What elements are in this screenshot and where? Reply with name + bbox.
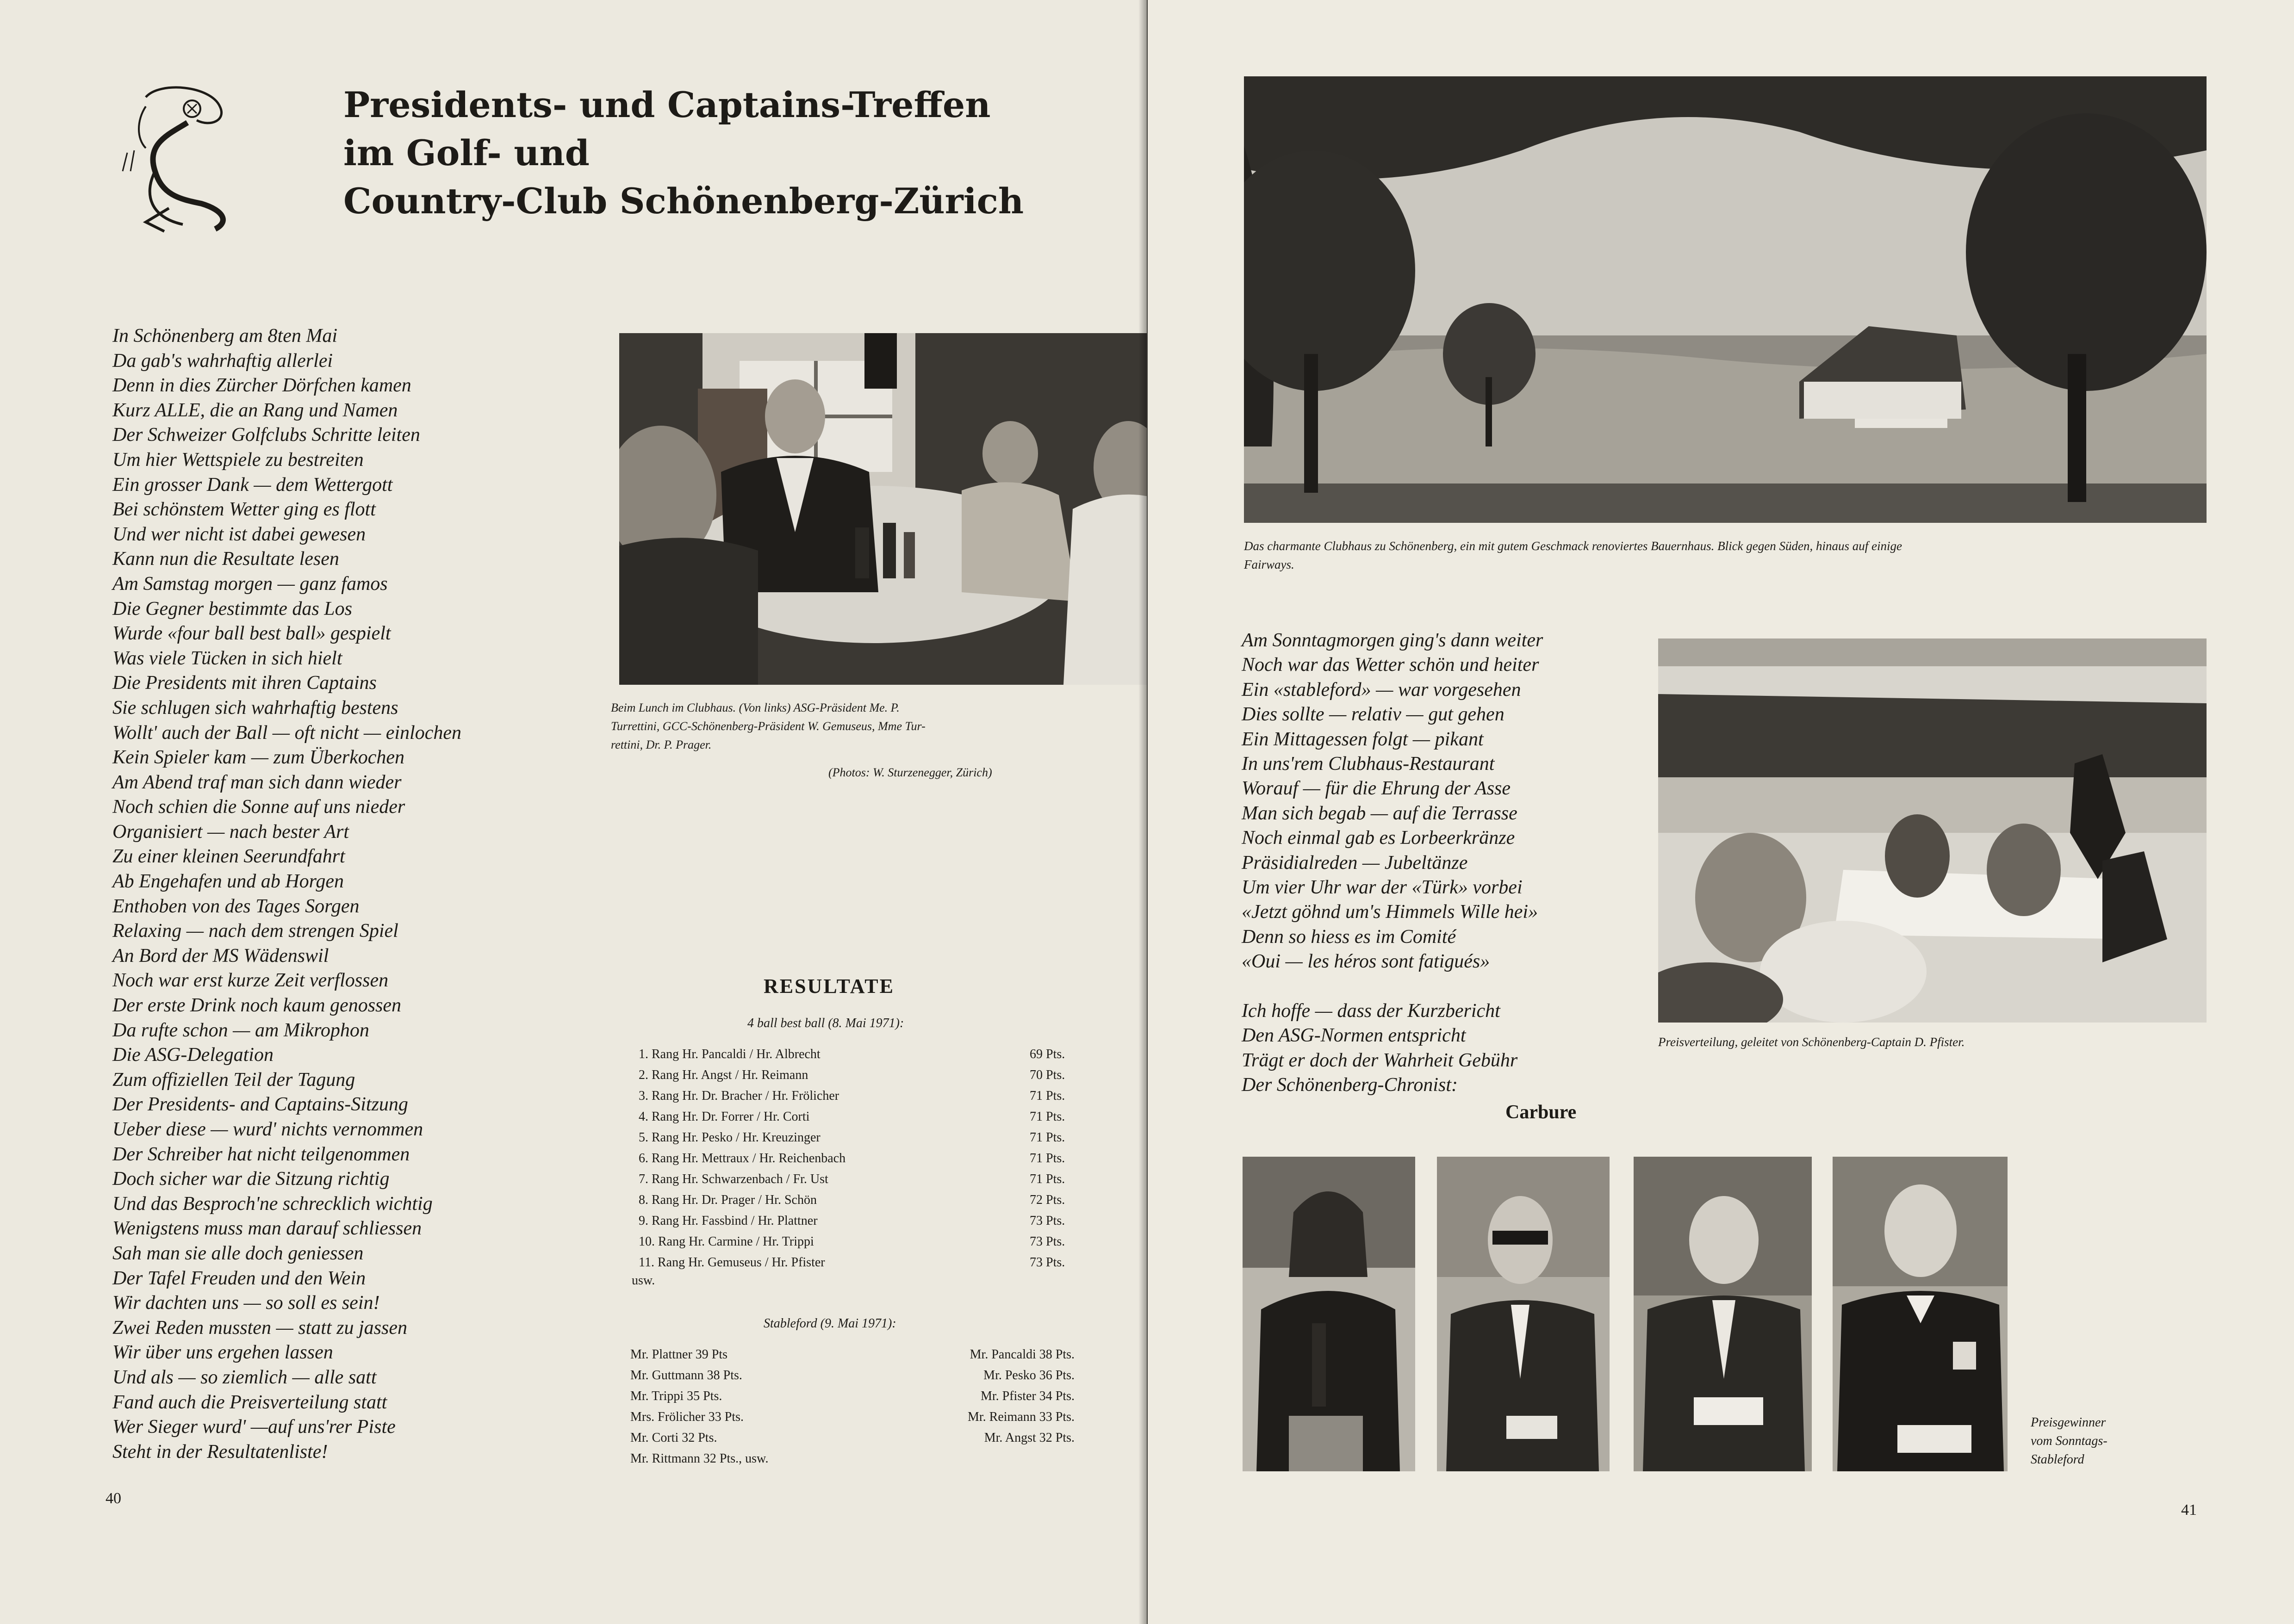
stableford-entry: Mrs. Frölicher 33 Pts. xyxy=(630,1410,744,1424)
stableford-entry: Mr. Angst 32 Pts. xyxy=(984,1431,1075,1445)
poem-line: Kann nun die Resultate lesen xyxy=(112,548,339,570)
winners-caption xyxy=(2031,1413,2107,1469)
winner-photo-elderly-man xyxy=(1634,1157,1812,1471)
stableford-subtitle: Stableford (9. Mai 1971): xyxy=(764,1316,896,1331)
poem-line: Und das Besproch'ne schrecklich wichtig xyxy=(112,1193,433,1215)
lunch-photo-caption xyxy=(611,699,1120,754)
poem-line: Die Presidents mit ihren Captains xyxy=(112,672,377,694)
poem-line: In uns'rem Clubhaus-Restaurant xyxy=(1242,753,1495,775)
title-line: Presidents- und Captains-Treffen xyxy=(343,84,991,125)
poem-line: Ein grosser Dank — dem Wettergott xyxy=(112,474,393,496)
poem-right xyxy=(1242,628,1658,1097)
article-title xyxy=(343,81,1038,225)
poem-line: Wir dachten uns — so soll es sein! xyxy=(112,1292,380,1314)
poem-line: Steht in der Resultatenliste! xyxy=(112,1441,328,1463)
stableford-entry: Mr. Guttmann 38 Pts. xyxy=(630,1368,742,1382)
page-number: 41 xyxy=(2181,1501,2197,1519)
page-number: 40 xyxy=(106,1490,121,1507)
poem-line: Noch war erst kurze Zeit verflossen xyxy=(112,970,389,992)
result-players: 11. Rang Hr. Gemuseus / Hr. Pfister xyxy=(639,1255,825,1270)
result-row xyxy=(639,1085,1078,1106)
poem-line: Dies sollte — relativ — gut gehen xyxy=(1242,704,1504,725)
winner-photo-man-sunglasses xyxy=(1437,1157,1610,1471)
result-row xyxy=(639,1127,1078,1148)
result-row xyxy=(639,1106,1078,1127)
stableford-entry: Mr. Pfister 34 Pts. xyxy=(980,1389,1075,1403)
poem-line: Zum offiziellen Teil der Tagung xyxy=(112,1069,355,1091)
poem-line: «Jetzt göhnd um's Himmels Wille hei» xyxy=(1242,901,1538,923)
poem-line: Wenigstens muss man darauf schliessen xyxy=(112,1218,422,1240)
poem-line: Kein Spieler kam — zum Überkochen xyxy=(112,747,405,769)
poem-line: Bei schönstem Wetter ging es flott xyxy=(112,499,376,521)
stableford-results-left xyxy=(630,1344,768,1469)
poem-line: Ein «stableford» — war vorgesehen xyxy=(1242,679,1521,700)
poem-line: Wir über uns ergehen lassen xyxy=(112,1342,333,1364)
fourball-etc: usw. xyxy=(632,1273,655,1288)
result-players: 1. Rang Hr. Pancaldi / Hr. Albrecht xyxy=(639,1047,821,1061)
right-page xyxy=(1148,0,2294,1624)
poem-line: Noch schien die Sonne auf uns nieder xyxy=(112,796,405,818)
author-signature: Carbure xyxy=(1505,1102,1577,1123)
poem-line: Der Tafel Freuden und den Wein xyxy=(112,1267,366,1289)
caption-line: Fairways. xyxy=(1244,558,1294,571)
poem-line: Sie schlugen sich wahrhaftig bestens xyxy=(112,697,398,719)
result-row xyxy=(639,1148,1078,1169)
poem-line: Da rufte schon — am Mikrophon xyxy=(112,1019,369,1041)
poem-line: Organisiert — nach bester Art xyxy=(112,821,349,843)
result-points: 71 Pts. xyxy=(1030,1089,1065,1103)
poem-line: Der Schweizer Golfclubs Schritte leiten xyxy=(112,424,420,446)
result-players: 9. Rang Hr. Fassbind / Hr. Plattner xyxy=(639,1214,818,1228)
result-points: 71 Pts. xyxy=(1030,1151,1065,1165)
result-players: 4. Rang Hr. Dr. Forrer / Hr. Corti xyxy=(639,1110,810,1124)
clubhouse-landscape-photo xyxy=(1244,76,2207,523)
poem-line: Kurz ALLE, die an Rang und Namen xyxy=(112,399,398,421)
caption-line: Das charmante Clubhaus zu Schönenberg, ein mit gutem Geschmack renoviertes Bauernhaus. Blick gegen Süden, hinaus auf einige xyxy=(1244,539,1902,553)
poem-line: Die ASG-Delegation xyxy=(112,1044,274,1066)
winner-photo-woman xyxy=(1243,1157,1415,1471)
stableford-entry: Mr. Corti 32 Pts. xyxy=(630,1431,717,1445)
lunch-photo xyxy=(619,333,1147,685)
poem-line: Fand auch die Preisverteilung statt xyxy=(112,1391,387,1413)
poem-line: Die Gegner bestimmte das Los xyxy=(112,598,352,620)
clubhouse-caption xyxy=(1244,537,2207,574)
result-row xyxy=(639,1231,1078,1252)
fourball-subtitle: 4 ball best ball (8. Mai 1971): xyxy=(747,1016,904,1030)
poem-line: Zwei Reden mussten — statt zu jassen xyxy=(112,1317,407,1339)
result-players: 5. Rang Hr. Pesko / Hr. Kreuzinger xyxy=(639,1130,821,1145)
result-players: 3. Rang Hr. Dr. Bracher / Hr. Frölicher xyxy=(639,1089,839,1103)
poem-line xyxy=(1242,974,1658,998)
poem-line: An Bord der MS Wädenswil xyxy=(112,945,329,967)
result-points: 73 Pts. xyxy=(1030,1255,1065,1270)
result-players: 7. Rang Hr. Schwarzenbach / Fr. Ust xyxy=(639,1172,828,1186)
result-points: 70 Pts. xyxy=(1030,1068,1065,1082)
poem-line: Um vier Uhr war der «Türk» vorbei xyxy=(1242,876,1523,898)
poem-line: Der Schreiber hat nicht teilgenommen xyxy=(112,1143,410,1165)
stableford-entry: Mr. Reimann 33 Pts. xyxy=(967,1410,1075,1424)
caption-line: Stableford xyxy=(2031,1452,2084,1467)
poem-line: Denn in dies Zürcher Dörfchen kamen xyxy=(112,375,411,397)
result-points: 71 Pts. xyxy=(1030,1110,1065,1124)
stableford-entry: Mr. Rittmann 32 Pts., usw. xyxy=(630,1451,769,1466)
result-players: 8. Rang Hr. Dr. Prager / Hr. Schön xyxy=(639,1193,817,1207)
stableford-entry: Mr. Pancaldi 38 Pts. xyxy=(970,1347,1075,1362)
poem-line: Und wer nicht ist dabei gewesen xyxy=(112,523,366,545)
poem-line: Am Samstag morgen — ganz famos xyxy=(112,573,388,595)
result-row xyxy=(639,1190,1078,1210)
stableford-entry: Mr. Trippi 35 Pts. xyxy=(630,1389,722,1403)
poem-line: Worauf — für die Ehrung der Asse xyxy=(1242,778,1511,800)
result-row xyxy=(639,1044,1078,1065)
result-row xyxy=(639,1169,1078,1190)
result-players: 2. Rang Hr. Angst / Hr. Reimann xyxy=(639,1068,808,1082)
poem-line: Man sich begab — auf die Terrasse xyxy=(1242,802,1517,824)
poem-line: Doch sicher war die Sitzung richtig xyxy=(112,1168,390,1190)
poem-line: Präsidialreden — Jubeltänze xyxy=(1242,852,1468,874)
prize-ceremony-photo xyxy=(1658,638,2207,1023)
poem-line: Ueber diese — wurd' nichts vernommen xyxy=(112,1119,423,1140)
poem-line: Sah man sie alle doch geniessen xyxy=(112,1242,364,1264)
poem-line: Am Abend traf man sich dann wieder xyxy=(112,771,402,793)
poem-line: «Oui — les héros sont fatigués» xyxy=(1242,951,1490,973)
caption-line: vom Sonntags- xyxy=(2031,1434,2107,1448)
poem-left xyxy=(112,324,575,1464)
caption-line: Preisgewinner xyxy=(2031,1415,2106,1430)
poem-line: Ab Engehafen und ab Horgen xyxy=(112,871,344,893)
poem-line: Noch einmal gab es Lorbeerkränze xyxy=(1242,827,1515,849)
poem-line: Da gab's wahrhaftig allerlei xyxy=(112,350,333,372)
result-row xyxy=(639,1252,1078,1273)
poem-line: Ein Mittagessen folgt — pikant xyxy=(1242,728,1484,750)
poem-line: Was viele Tücken in sich hielt xyxy=(112,647,342,669)
poem-line: Der erste Drink noch kaum genossen xyxy=(112,995,402,1017)
title-line: im Golf- und xyxy=(343,132,590,174)
poem-line: Trägt er doch der Wahrheit Gebühr xyxy=(1242,1049,1518,1071)
poem-line: Noch war das Wetter schön und heiter xyxy=(1242,654,1539,676)
result-points: 73 Pts. xyxy=(1030,1234,1065,1249)
results-heading: RESULTATE xyxy=(764,975,895,998)
poem-line: Den ASG-Normen entspricht xyxy=(1242,1025,1466,1047)
caption-line: Turrettini, GCC-Schönenberg-Präsident W. Gemuseus, Mme Tur- xyxy=(611,719,926,733)
poem-line: Ich hoffe — dass der Kurzbericht xyxy=(1242,1000,1500,1022)
stableford-results-right xyxy=(968,1344,1075,1448)
poem-line: Und als — so ziemlich — alle satt xyxy=(112,1366,377,1388)
golfer-logo-icon xyxy=(118,83,257,245)
result-players: 6. Rang Hr. Mettraux / Hr. Reichenbach xyxy=(639,1151,846,1165)
stableford-entry: Mr. Plattner 39 Pts xyxy=(630,1347,728,1362)
result-points: 71 Pts. xyxy=(1030,1172,1065,1186)
poem-line: Wollt' auch der Ball — oft nicht — einlochen xyxy=(112,722,462,744)
poem-line: Um hier Wettspiele zu bestreiten xyxy=(112,449,364,471)
result-players: 10. Rang Hr. Carmine / Hr. Trippi xyxy=(639,1234,814,1249)
title-line: Country-Club Schönenberg-Zürich xyxy=(343,180,1024,222)
fourball-results-table xyxy=(639,1044,1078,1273)
poem-line: Der Schönenberg-Chronist: xyxy=(1242,1074,1458,1096)
poem-line: Wer Sieger wurd' —auf uns'rer Piste xyxy=(112,1416,396,1438)
poem-line: Relaxing — nach dem strengen Spiel xyxy=(112,920,398,942)
winner-photo-captain xyxy=(1833,1157,2008,1471)
result-row xyxy=(639,1065,1078,1085)
result-points: 73 Pts. xyxy=(1030,1214,1065,1228)
poem-line: Enthoben von des Tages Sorgen xyxy=(112,895,360,917)
stableford-entry: Mr. Pesko 36 Pts. xyxy=(983,1368,1075,1382)
prize-ceremony-caption: Preisverteilung, geleitet von Schönenberg-Captain D. Pfister. xyxy=(1658,1035,1965,1049)
poem-line: Der Presidents- and Captains-Sitzung xyxy=(112,1094,408,1116)
poem-line: In Schönenberg am 8ten Mai xyxy=(112,325,337,347)
result-points: 69 Pts. xyxy=(1030,1047,1065,1061)
caption-line: Beim Lunch im Clubhaus. (Von links) ASG-Präsident Me. P. xyxy=(611,701,900,714)
photo-credit: (Photos: W. Sturzenegger, Zürich) xyxy=(828,766,992,779)
poem-line: Wurde «four ball best ball» gespielt xyxy=(112,623,391,645)
result-points: 72 Pts. xyxy=(1030,1193,1065,1207)
result-row xyxy=(639,1210,1078,1231)
poem-line: Denn so hiess es im Comité xyxy=(1242,926,1456,948)
poem-line: Am Sonntagmorgen ging's dann weiter xyxy=(1242,630,1543,651)
result-points: 71 Pts. xyxy=(1030,1130,1065,1145)
caption-line: rettini, Dr. P. Prager. xyxy=(611,738,712,751)
poem-line: Zu einer kleinen Seerundfahrt xyxy=(112,846,345,868)
